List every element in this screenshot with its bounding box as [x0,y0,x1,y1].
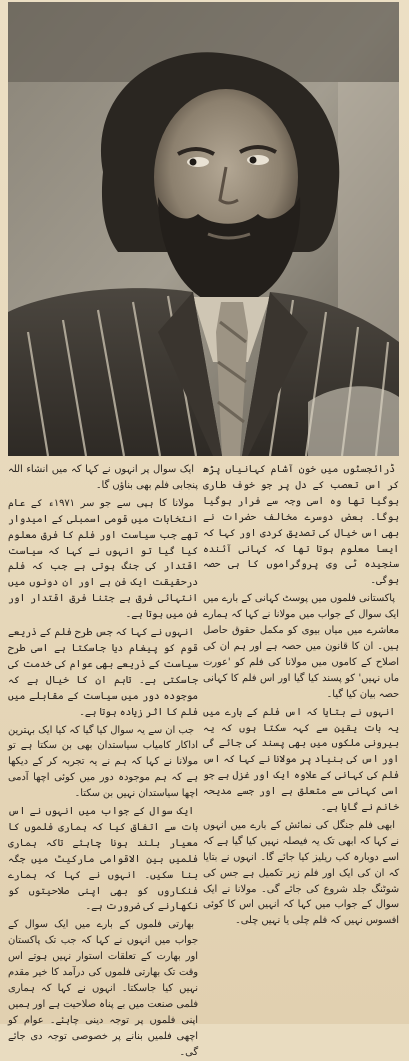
article-paragraph: بھارتی فلموں کے بارے میں ایک سوال کے جواب میں انہوں نے کہا کہ جب تک پاکستان اور بھارت کے تعلقات استوار نہیں ہوتے اس وقت تک بھارتی فلموں کی درآمد کا خیر مقدم نہیں کیا جاسکتا۔ انہوں نے کہا کہ ہماری فلمی صنعت میں بے پناہ صلاحیت ہے اور ہمیں اپنی فلموں پر توجہ دینی چاہئے۔ عوام کو اچھی فلمیں بنانے پر خصوصی توجہ دی جائے گی۔ [8,919,198,1058]
article-column-right [203,462,399,1018]
article-paragraph: پاکستانی فلموں میں پوسٹ کہانی کے بارے میں ایک سوال کے جواب میں مولانا نے کہا کہ ہمارے معاشرے میں میاں بیوی کو مکمل حقوق حاصل ہیں۔ ان کا قانون میں حصہ ہے اور ہم ان کی اصلاح کے کاموں میں مولانا کی فلم کو 'عورت ماں نہیں' کو پسند کیا گیا اور اس فلم کا کہانی حصہ بیان کیا گیا۔ [203,593,399,700]
article-paragraph: ڈرائجسٹوں میں خون آشام کہانیاں پڑھ کر اس تعصب کے دل پر جو خوف طاری ہوگیا تھا وہ اسی وجہ سے فرار ہوگیا ہوگا۔ بعض دوسرے مخالف حضرات نے بھی اس خیال کی تصدیق کردی اور کہا کہ ایسا معلوم ہوتا تھا کہ کہانی آئندہ سنجیدہ ٹی وی پروگراموں کا ہی حصہ ہوگی۔ [203,464,399,587]
article-paragraph: انہوں نے کہا کہ جس طرح فلم کے ذریعے قوم کو پیغام دیا جاسکتا ہے اسی طرح سیاست کے ذریعے بھی عوام کی خدمت کی جاسکتی ہے۔ تاہم ان کا خیال ہے کہ موجودہ دور میں سیاست کے مقابلے میں فلم کا اثر زیادہ ہوتا ہے۔ [8,627,198,718]
article-column-left [8,462,198,1058]
portrait-photo-bearded-man-icon [8,2,399,456]
article-paragraph: ایک سوال کے جواب میں انہوں نے اس بات سے اتفاق کیا کہ ہماری فلموں کا معیار بلند ہونا چاہئے تاکہ ہماری فلمیں بین الاقوامی مارکیٹ میں جگہ بنا سکیں۔ انہوں نے کہا کہ ہمارے فنکاروں کو بھی اپنی صلاحیتوں کو نکھارنے کی ضرورت ہے۔ [8,806,198,913]
article-paragraph: جب ان سے یہ سوال کیا گیا کہ کیا ایک بہترین اداکار کامیاب سیاستدان بھی بن سکتا ہے تو مولانا نے کہا کہ ہم نے یہ تجربہ کر کے دیکھا ہے کہ ہم موجودہ دور میں کوئی اچھا آدمی اچھا سیاستدان نہیں بن سکتا۔ [8,724,198,800]
article-paragraph: ابھی فلم جنگل کی نمائش کے بارے میں انہوں نے کہا کہ ابھی تک یہ فیصلہ نہیں کیا گیا ہے کہ اسے دوبارہ کب ریلیز کیا جائے گا۔ انہوں نے بتایا کہ ان کی ایک اور فلم زیر تکمیل ہے جس کی شوٹنگ جلد شروع کی جائے گی۔ مولانا نے ایک سوال کے جواب میں کہا کہ انہیں اس کا کوئی افسوس نہیں کہ فلم چلی یا نہیں چلی۔ [203,819,399,927]
article-paragraph: مولانا کا ہپی سے جو سر ۱۹۷۱ء کے عام انتخابات میں قومی اسمبلی کے امیدوار تھے جب سیاست اور فلم کا فرق معلوم کیا گیا تو انہوں نے کہا کہ سیاست اقتدار کی جنگ ہوتی ہے جب کہ فلم درحقیقت ایک فن ہے اور ان دونوں میں انتہائی فرق ہے جتنا فرق اقتدار اور فن میں ہوتا ہے۔ [8,497,198,621]
article-paragraph: ایک سوال پر انہوں نے کہا کہ میں انشاء اللہ پنجابی فلم بھی بناؤں گا۔ [8,464,198,491]
portrait-photo [8,2,399,456]
article-columns [8,462,399,1058]
article-paragraph: انہوں نے بتایا کہ اس فلم کے بارے میں یہ بات یقین سے کہہ سکتا ہوں کہ یہ بیرونی ملکوں میں بھی پسند کی جائے گی اور اس کی بنیاد پر مولانا نے کہا کہ اس فلم کی کہانی کے علاوہ ایک اور غزل ہے جو اسی کہانی سے متعلق ہے اور جسے مدیحہ خانم نے گایا ہے۔ [203,706,399,814]
